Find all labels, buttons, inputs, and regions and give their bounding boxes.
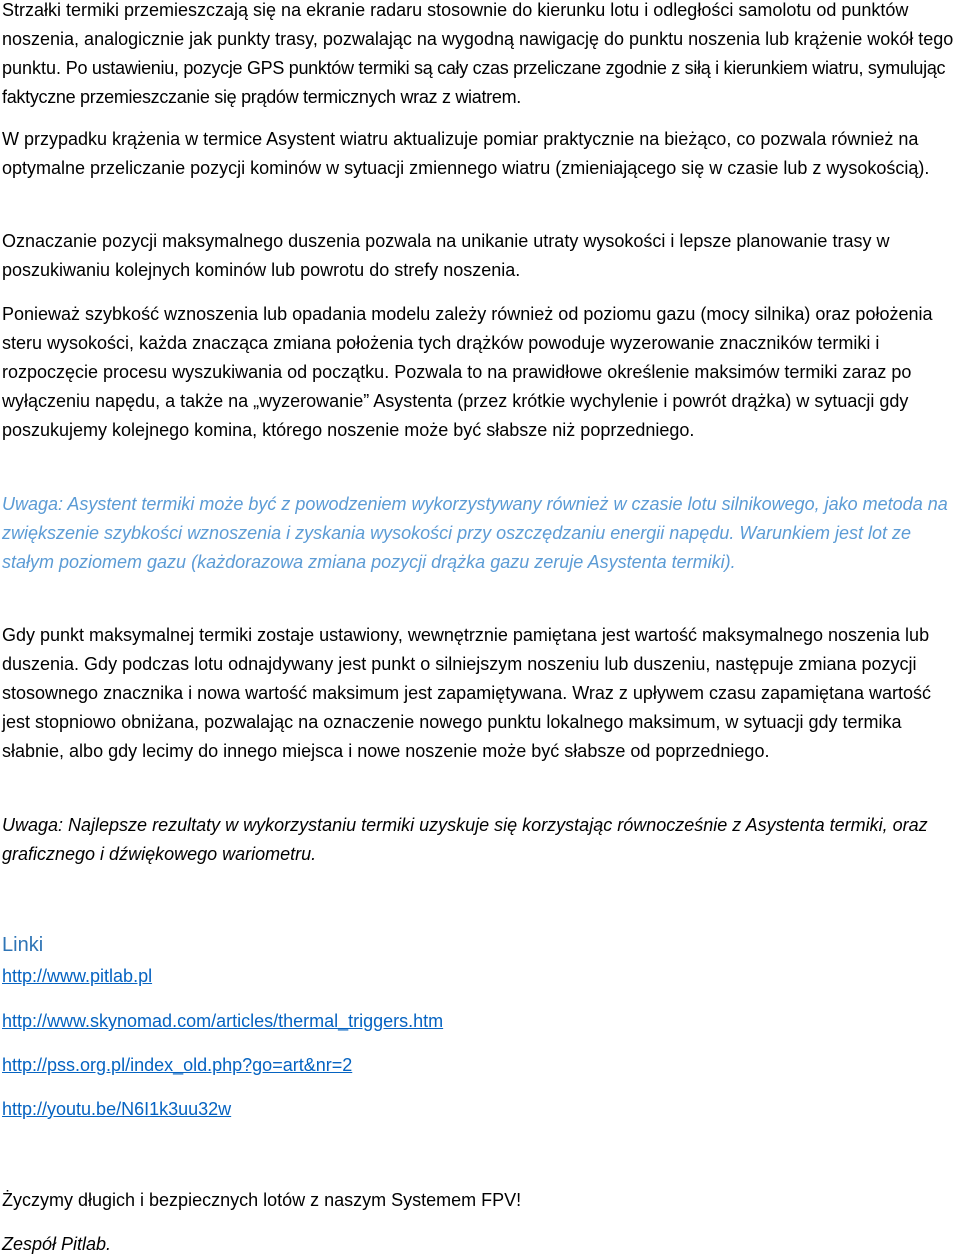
link-pitlab[interactable]: http://www.pitlab.pl <box>2 966 153 986</box>
paragraph-max-value-memory: Gdy punkt maksymalnej termiki zostaje ustawiony, wewnętrznie pamiętana jest wartość maksymalnego noszenia lub duszenia. Gdy podczas lotu odnajdywany jest punkt o silniejszym noszeniu lub duszeniu, następuje zmiana pozycji stosownego znacznika i nowa wartość maksimum jest zapamiętywana. Wraz z upływem czasu zapamiętana wartość jest stopniowo obniżana, pozwalając na oznaczenie nowego punktu lokalnego maksimum, w sytuacji gdy termika słabnie, albo gdy lecimy do innego miejsca i nowe noszenie może być słabsze od poprzedniego. <box>2 625 932 761</box>
paragraph-max-sink: Oznaczanie pozycji maksymalnego duszenia pozwala na unikanie utraty wysokości i lepsze planowanie trasy w poszukiwaniu kolejnych kominów lub powrotu do strefy noszenia. <box>2 231 890 280</box>
paragraph-throttle-reset: Ponieważ szybkość wznoszenia lub opadania modelu zależy również od poziomu gazu (mocy silnika) oraz położenia steru wysokości, każda znacząca zmiana położenia tych drążków powoduje wyzerowanie znaczników termiki i rozpoczęcie procesu wyszukiwania od początku. Pozwala to na prawidłowe określenie maksimów termiki zaraz po wyłączeniu napędu, a także na „wyzerowanie” Asystenta (przez krótkie wychylenie i powrót drążka) w sytuacji gdy poszukujemy kolejnego komina, którego noszenie może być słabsze niż poprzedniego. <box>2 304 933 440</box>
note-motor-flight: Uwaga: Asystent termiki może być z powodzeniem wykorzystywany również w czasie lotu silnikowego, jako metoda na zwiększenie szybkości wznoszenia i zyskania wysokości przy oszczędzaniu energii napędu. Warunkiem jest lot ze stałym poziomem gazu (każdorazowa zmiana pozycji drążka gazu zeruje Asystenta termiki). <box>2 494 948 572</box>
links-heading: Linki <box>2 934 44 956</box>
link-youtube[interactable]: http://youtu.be/N6I1k3uu32w <box>2 1099 232 1119</box>
paragraph-thermal-arrows-part2: Po ustawieniu, pozycje GPS punktów termiki są cały czas przeliczane zgodnie z siłą i kierunkiem wiatru, symulując faktyczne przemieszczanie się prądów termicznych wraz z wiatrem. <box>2 58 946 107</box>
paragraph-wind-assistant: W przypadku krążenia w termice Asystent wiatru aktualizuje pomiar praktycznie na bieżąco, co pozwala również na optymalne przeliczanie pozycji kominów w sytuacji zmiennego wiatru (zmieniającego się w czasie lub z wysokością). <box>2 129 930 178</box>
paragraph-thermal-arrows <box>2 0 958 112</box>
closing-wish: Życzymy długich i bezpiecznych lotów z naszym Systemem FPV! <box>2 1190 522 1210</box>
paragraph-thermal-arrows-part1: Strzałki termiki przemieszczają się na ekranie radaru stosownie do kierunku lotu i odległości samolotu od punktów noszenia, analogicznie jak punkty trasy, pozwalając na wygodną nawigację do punktu noszenia lub krążenie wokół tego punktu. <box>2 0 954 78</box>
link-pss[interactable]: http://pss.org.pl/index_old.php?go=art&nr=2 <box>2 1055 353 1075</box>
link-skynomad[interactable]: http://www.skynomad.com/articles/thermal_triggers.htm <box>2 1011 444 1031</box>
signature: Zespół Pitlab. <box>2 1234 112 1254</box>
note-best-results: Uwaga: Najlepsze rezultaty w wykorzystaniu termiki uzyskuje się korzystając równocześnie z Asystenta termiki, oraz graficznego i dźwiękowego wariometru. <box>2 815 928 864</box>
